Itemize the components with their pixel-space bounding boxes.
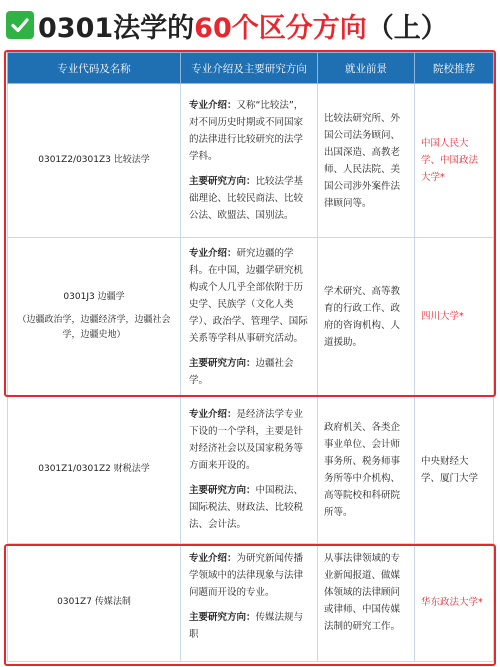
header-schools: 院校推荐 bbox=[415, 53, 494, 84]
row-intro: 专业介绍：研究边疆的学科。在中国，边疆学研究机构或个人几乎全部依附于历史学、民族学（文化人类学）、政治学、管理学、国际关系等学科从事研究活动。 主要研究方向：边疆社会学。 bbox=[181, 238, 318, 396]
row-schools: 中国人民大学、中国政法大学* bbox=[415, 84, 494, 238]
checkmark-icon bbox=[6, 11, 34, 39]
row-career: 比较法研究所、外国公司法务顾问、出国深造、高教老师、人民法院、美国公司涉外案件法律顾问等。 bbox=[318, 84, 415, 238]
majors-table bbox=[7, 52, 493, 662]
row-intro: 专业介绍：又称“比较法”，对不同历史时期或不同国家的法律进行比较研究的法学学科。 主要研究方向：比较法学基础理论、比较民商法、比较公法、欧盟法、国别法。 bbox=[181, 84, 318, 238]
row-code: 0301Z7 传媒法制 bbox=[8, 544, 181, 662]
table-row bbox=[8, 396, 494, 544]
row-schools: 中央财经大学、厦门大学 bbox=[415, 396, 494, 544]
row-code-sub: （边疆政治学，边疆经济学，边疆社会学，边疆史地） bbox=[17, 315, 171, 340]
table-row bbox=[8, 238, 494, 396]
header-intro: 专业介绍及主要研究方向 bbox=[181, 53, 318, 84]
row-career: 从事法律领域的专业新闻报道、做媒体领域的法律顾问或律师、中国传媒法制的研究工作。 bbox=[318, 544, 415, 662]
table-row bbox=[8, 544, 494, 662]
page-title bbox=[6, 4, 448, 46]
row-schools: 四川大学* bbox=[415, 238, 494, 396]
title-highlight: 60个区分方向 bbox=[194, 12, 367, 44]
row-career: 学术研究、高等教育的行政工作、政府的咨询机构、人道援助。 bbox=[318, 238, 415, 396]
table-header-row bbox=[8, 53, 494, 84]
row-career: 政府机关、各类企事业单位、会计师事务所、税务师事务所等中介机构、高等院校和科研院所等。 bbox=[318, 396, 415, 544]
row-code: 0301Z2/0301Z3 比较法学 bbox=[8, 84, 181, 238]
row-code: 0301J3 边疆学 （边疆政治学，边疆经济学，边疆社会学，边疆史地） bbox=[8, 238, 181, 396]
row-intro: 专业介绍：为研究新闻传播学领域中的法律现象与法律问题而开设的专业。 主要研究方向：传媒法规与职 bbox=[181, 544, 318, 662]
title-text: 0301法学的60个区分方向（上） bbox=[38, 12, 448, 44]
header-code: 专业代码及名称 bbox=[8, 53, 181, 84]
row-code: 0301Z1/0301Z2 财税法学 bbox=[8, 396, 181, 544]
header-career: 就业前景 bbox=[318, 53, 415, 84]
table-row bbox=[8, 84, 494, 238]
row-schools: 华东政法大学* bbox=[415, 544, 494, 662]
row-intro: 专业介绍：是经济法学专业下设的一个学科，主要是针对经济社会以及国家税务等方面来开设的。 主要研究方向：中国税法、国际税法、财政法、比较税法、会计法。 bbox=[181, 396, 318, 544]
